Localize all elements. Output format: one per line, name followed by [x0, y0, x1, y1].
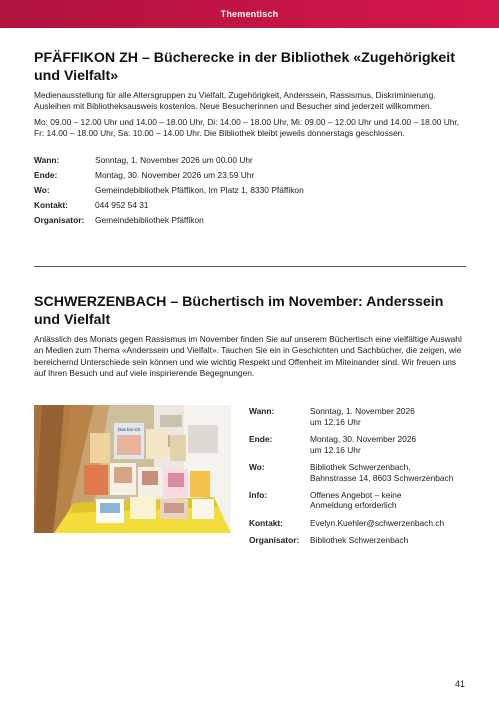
- detail-row-organizer: [34, 215, 304, 230]
- section-divider: [34, 266, 466, 267]
- detail-value: Bibliothek Schwerzenbach: [310, 534, 409, 545]
- event-details-table: [34, 155, 304, 229]
- event-description: Medienausstellung für alle Altersgruppen zu Vielfalt, Zugehörigkeit, Anderssein, Rassismus, Diskriminierung. Ausleihen mit Bibliotheksausweis kostenlos. Neue Besucherinnen und Besucher sind jederzeit willkommen.: [34, 90, 436, 112]
- photo-book-title: Das bin ich: [117, 427, 141, 432]
- detail-label: Ende:: [249, 433, 273, 444]
- event-title: SCHWERZENBACH – Büchertisch im November: Anderssein und Vielfalt: [34, 294, 444, 328]
- page-number: 41: [454, 679, 465, 689]
- detail-value-line: um 12.16 Uhr: [310, 444, 361, 455]
- detail-row-where: [249, 462, 453, 490]
- detail-label: Wo:: [249, 461, 265, 472]
- detail-value: [310, 462, 453, 490]
- event-details-table-schwerzenbach: [249, 406, 469, 546]
- detail-value-line: Bahnstrasse 14, 8603 Schwerzenbach: [310, 472, 454, 483]
- detail-value-line: Bibliothek Schwerzenbach,: [310, 461, 411, 472]
- detail-row-when: [249, 406, 453, 434]
- detail-value-line: um 12.16 Uhr: [310, 416, 361, 427]
- detail-value-line: Anmeldung erforderlich: [310, 500, 397, 511]
- event-opening-hours: Mo: 09.00 – 12.00 Uhr und 14.00 – 18.00 Uhr, Di: 14.00 – 18.00 Uhr, Mi: 09.00 – 12.00 Uhr und 14.00 – 18.00 Uhr, Fr: 14.00 – 18.00 Uhr, Sa: 10.00 – 14.00 Uhr. Die Bibliothek bleibt jeweils donnerstags geschlossen.: [34, 116, 460, 138]
- detail-label: Info:: [249, 489, 268, 500]
- detail-value: [310, 490, 453, 518]
- book-table-illustration: [34, 405, 231, 533]
- section-header-bar: [0, 0, 499, 28]
- detail-row-where: [34, 185, 304, 200]
- section-header-title: Thementisch: [220, 9, 279, 19]
- detail-label: Kontakt:: [34, 199, 68, 210]
- detail-label: Wo:: [34, 184, 50, 195]
- detail-label: Wann:: [249, 406, 275, 416]
- detail-label: Organisator:: [249, 534, 300, 545]
- event-title: PFÄFFIKON ZH – Bücherecke in der Bibliothek «Zugehörigkeit und Vielfalt»: [34, 50, 455, 84]
- detail-row-when: [34, 155, 304, 170]
- detail-value-line: Montag, 30. November 2026: [310, 433, 417, 444]
- detail-row-info: [249, 490, 453, 518]
- detail-label: Organisator:: [34, 214, 85, 225]
- event-schwerzenbach: [34, 294, 466, 383]
- detail-row-contact: [34, 200, 304, 215]
- detail-row-end: [249, 434, 453, 462]
- book-table-photo: [34, 405, 231, 533]
- detail-row-organizer: [249, 535, 453, 546]
- detail-row-contact: [249, 518, 453, 535]
- detail-value: [310, 406, 453, 434]
- event-pfaeffikon: [34, 50, 466, 230]
- detail-value: 044 952 54 31: [95, 199, 149, 210]
- detail-value: Montag, 30. November 2026 um 23.59 Uhr: [95, 170, 255, 181]
- detail-value-line: Sonntag, 1. November 2026: [310, 406, 415, 416]
- detail-value: Evelyn.Kuehler@schwerzenbach.ch: [310, 517, 445, 528]
- event-description: Anlässlich des Monats gegen Rassismus im November finden Sie auf unserem Büchertisch eine vielfältige Auswahl an Medien zum Thema «Anderssein und Vielfalt». Tauchen Sie ein in Geschichten und Sachbücher, die zeigen, wie bereichernd Unterschiede sein können und wie wichtig Respekt und Offenheit im Miteinander sind. Wir freuen uns auf Ihren Besuch und auf viele inspirierende Begegnungen.: [34, 334, 462, 378]
- detail-label: Ende:: [34, 170, 58, 181]
- detail-label: Kontakt:: [249, 517, 283, 528]
- detail-value: Gemeindebibliothek Pfäffikon: [95, 214, 204, 225]
- detail-value: [310, 434, 453, 462]
- detail-row-end: [34, 170, 304, 185]
- detail-value: Sonntag, 1. November 2026 um 00.00 Uhr: [95, 155, 253, 166]
- detail-value-line: Offenes Angebot – keine: [310, 489, 402, 500]
- detail-label: Wann:: [34, 155, 60, 166]
- detail-value: Gemeindebibliothek Pfäffikon, Im Platz 1, 8330 Pfäffikon: [95, 184, 304, 195]
